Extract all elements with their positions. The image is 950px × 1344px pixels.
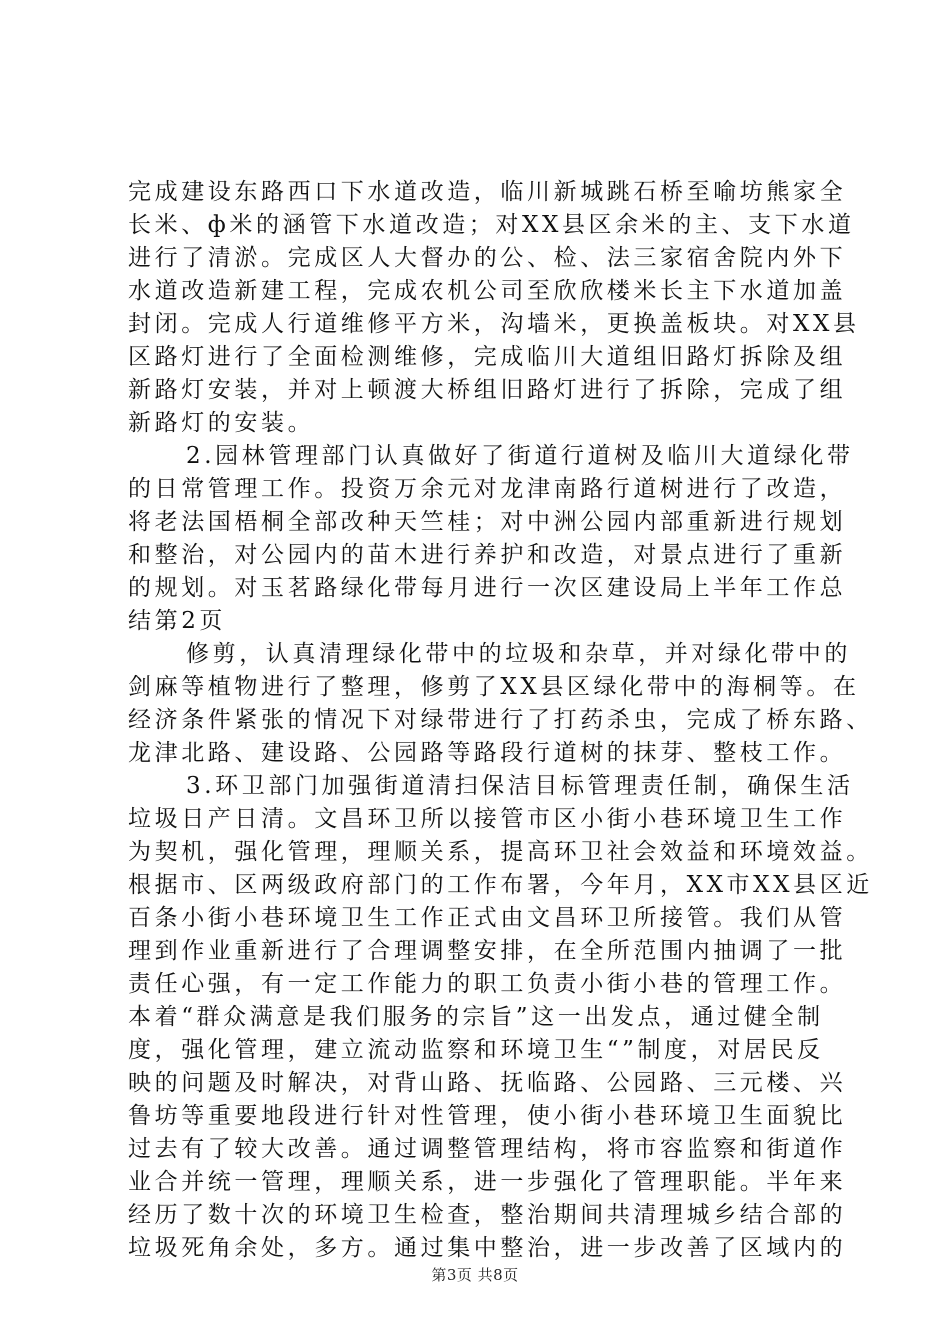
text-line: 新路灯安装，并对上顿渡大桥组旧路灯进行了拆除，完成了组 (128, 377, 847, 403)
text-line: 鲁坊等重要地段进行针对性管理，使小街小巷环境卫生面貌比 (128, 1103, 847, 1129)
page-number-footer: 第3页 共8页 (431, 1266, 519, 1284)
text-line: 长米、ф米的涵管下水道改造；对XX县区余米的主、支下水道 (128, 212, 855, 238)
text-line: 本着“群众满意是我们服务的宗旨”这一出发点，通过健全制 (128, 1004, 824, 1030)
text-line: 的规划。对玉茗路绿化带每月进行一次区建设局上半年工作总 (128, 575, 847, 601)
paragraph-start-line: 3.环卫部门加强街道清扫保洁目标管理责任制，确保生活 (186, 773, 854, 799)
text-line: 进行了清淤。完成区人大督办的公、检、法三家宿舍院内外下 (128, 245, 847, 271)
text-line: 封闭。完成人行道维修平方米，沟墙米，更换盖板块。对XX县 (128, 311, 860, 337)
text-line: 责任心强，有一定工作能力的职工负责小街小巷的管理工作。 (128, 971, 847, 997)
paragraph-start-line: 2.园林管理部门认真做好了街道行道树及临川大道绿化带 (186, 443, 854, 469)
paragraph-start-line: 修剪，认真清理绿化带中的垃圾和杂草，并对绿化带中的 (186, 641, 851, 667)
text-line: 经历了数十次的环境卫生检查，整治期间共清理城乡结合部的 (128, 1202, 847, 1228)
text-line: 将老法国梧桐全部改种天竺桂；对中洲公园内部重新进行规划 (128, 509, 847, 535)
text-line: 理到作业重新进行了合理调整安排，在全所范围内抽调了一批 (128, 938, 847, 964)
text-line: 龙津北路、建设路、公园路等路段行道树的抹芽、整枝工作。 (128, 740, 847, 766)
text-line: 度，强化管理，建立流动监察和环境卫生“”制度，对居民反 (128, 1037, 824, 1063)
text-line: 经济条件紧张的情况下对绿带进行了打药杀虫，完成了桥东路、 (128, 707, 873, 733)
text-line: 百条小街小巷环境卫生工作正式由文昌环卫所接管。我们从管 (128, 905, 847, 931)
text-line: 映的问题及时解决，对背山路、抚临路、公园路、三元楼、兴 (128, 1070, 847, 1096)
text-line: 水道改造新建工程，完成农机公司至欣欣楼米长主下水道加盖 (128, 278, 847, 304)
text-line: 为契机，强化管理，理顺关系，提高环卫社会效益和环境效益。 (128, 839, 873, 865)
text-line: 剑麻等植物进行了整理，修剪了XX县区绿化带中的海桐等。在 (128, 674, 860, 700)
text-line: 业合并统一管理，理顺关系，进一步强化了管理职能。半年来 (128, 1169, 847, 1195)
text-line: 根据市、区两级政府部门的工作布署，今年月，XX市XX县区近 (128, 872, 873, 898)
text-line: 和整治，对公园内的苗木进行养护和改造，对景点进行了重新 (128, 542, 847, 568)
text-line: 结第2页 (128, 608, 227, 634)
text-line: 的日常管理工作。投资万余元对龙津南路行道树进行了改造， (128, 476, 847, 502)
text-line: 区路灯进行了全面检测维修，完成临川大道组旧路灯拆除及组 (128, 344, 847, 370)
text-line: 完成建设东路西口下水道改造，临川新城跳石桥至喻坊熊家全 (128, 179, 847, 205)
text-line: 过去有了较大改善。通过调整管理结构，将市容监察和街道作 (128, 1136, 847, 1162)
text-line: 垃圾日产日清。文昌环卫所以接管市区小街小巷环境卫生工作 (128, 806, 847, 832)
text-line: 垃圾死角余处，多方。通过集中整治，进一步改善了区域内的 (128, 1235, 847, 1261)
text-line: 新路灯的安装。 (128, 410, 315, 436)
